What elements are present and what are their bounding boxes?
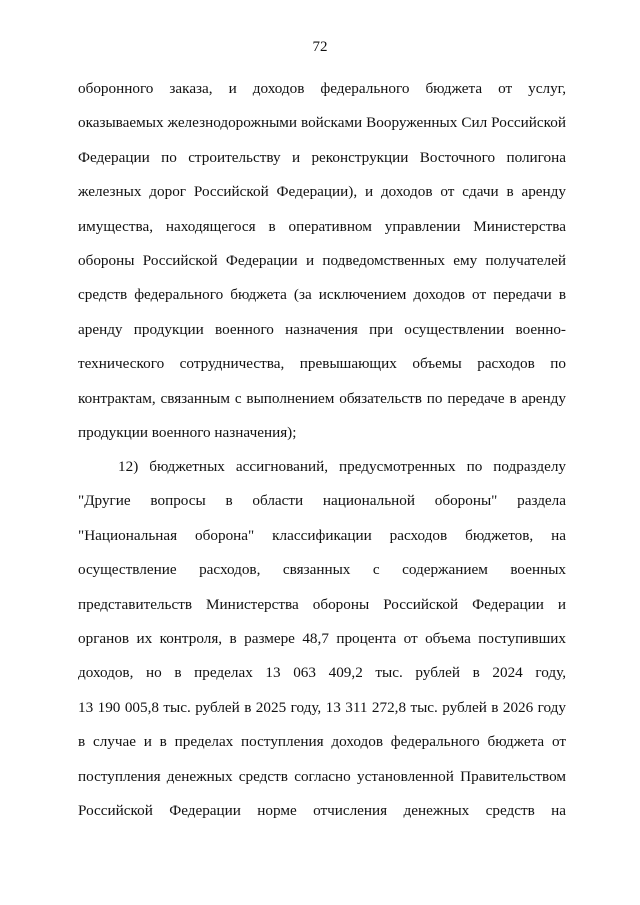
text-line: продукции военного назначения); — [78, 423, 297, 441]
text-line: Федерации по строительству и реконструкции Восточного полигона — [78, 148, 566, 166]
text-line: Российской Федерации норме отчисления денежных средств на — [78, 801, 566, 819]
text-line: оказываемых железнодорожными войсками Вооруженных Сил Российской — [78, 114, 566, 132]
text-line: железных дорог Российской Федерации), и доходов от сдачи в аренду — [78, 183, 566, 201]
text-line: осуществление расходов, связанных с содержанием военных — [78, 561, 566, 579]
text-line: 13 190 005,8 тыс. рублей в 2025 году, 13 311 272,8 тыс. рублей в 2026 году — [78, 698, 566, 716]
text-line: контрактам, связанным с выполнением обязательств по передаче в аренду — [78, 389, 566, 407]
page-number: 72 — [312, 39, 328, 55]
text-line: "Другие вопросы в области национальной обороны" раздела — [78, 492, 566, 510]
text-line: имущества, находящегося в оперативном управлении Министерства — [78, 217, 566, 235]
text-line: "Национальная оборона" классификации расходов бюджетов, на — [78, 526, 566, 544]
text-line: средств федерального бюджета (за исключением доходов от передачи в — [78, 286, 566, 304]
text-line: технического сотрудничества, превышающих объемы расходов по — [78, 355, 566, 373]
text-line: в случае и в пределах поступления доходов федерального бюджета от — [78, 733, 566, 751]
text-line: оборонного заказа, и доходов федерального бюджета от услуг, — [78, 80, 566, 97]
text-line: поступления денежных средств согласно установленной Правительством — [78, 767, 566, 785]
paragraph-item-12 — [78, 458, 566, 836]
paragraph-continuation — [78, 80, 566, 458]
text-line: 12) бюджетных ассигнований, предусмотренных по подразделу — [118, 458, 566, 475]
text-line: органов их контроля, в размере 48,7 процента от объема поступивших — [78, 629, 566, 647]
text-line: доходов, но в пределах 13 063 409,2 тыс. рублей в 2024 году, — [78, 664, 566, 682]
text-line: аренду продукции военного назначения при осуществлении военно- — [78, 320, 566, 338]
text-line: представительств Министерства обороны Российской Федерации и — [78, 595, 566, 613]
text-line: обороны Российской Федерации и подведомственных ему получателей — [78, 251, 566, 269]
